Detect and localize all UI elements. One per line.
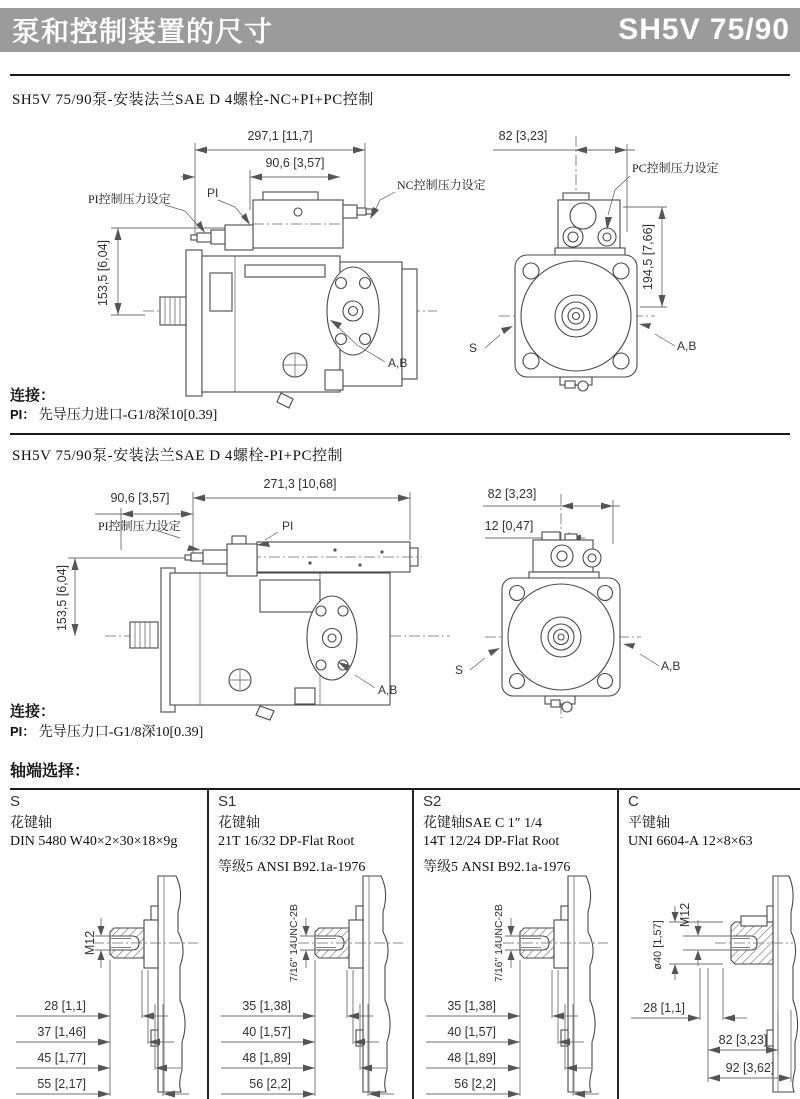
flange [767,876,798,1092]
ports-label: A,B [378,683,398,697]
thread-label: 7/16" 14UNC-2B [288,904,300,982]
pi-port-label: PI [207,186,219,200]
control-block [185,536,422,576]
diameter-label: ø40 [1,57] [652,920,664,970]
pi-port-spec: 先导压力进口-G1/8深10[0.39] [38,408,218,423]
divider [10,788,800,790]
thread-label: M12 [678,902,692,928]
shaft-s-drawing [8,870,203,1098]
dim-2: 37 [1,46] [37,1025,86,1039]
shaft-type-c: 平键轴 [628,816,670,831]
flange [349,876,390,1092]
pump-side-body [105,568,450,720]
dim-2: 40 [1,57] [447,1025,496,1039]
shaft-label: S [455,663,464,677]
shaft-code-s: S [10,793,21,810]
dim-control-length: 90,6 [3,57] [110,491,170,505]
thread-label: 7/16" 14UNC-2B [493,904,505,982]
ports-label: A,B [661,659,681,673]
control-block [191,192,372,250]
dim-1: 35 [1,38] [242,999,291,1013]
shaft-type-s2: 花键轴SAE C 1″ 1/4 [423,816,543,831]
section2-front-view-drawing [445,478,700,723]
pump-side-body [143,250,437,408]
dim-overall-length: 297,1 [11,7] [247,129,313,143]
dim-3: 48 [1,89] [242,1051,291,1065]
dim-height: 194,5 [7,66] [641,223,655,291]
dim-3: 48 [1,89] [447,1051,496,1065]
section1-front-view-drawing [455,120,800,388]
dim-width: 82 [3,23] [498,129,548,143]
shaft-spec-s: DIN 5480 W40×2×30×18×9g [10,834,178,849]
dim-control-length: 90,6 [3,57] [265,156,325,170]
dim-2: 40 [1,57] [242,1025,291,1039]
pi-setting-label: PI控制压力设定 [98,519,181,533]
shaft-type-s: 花键轴 [10,816,52,831]
shaft-label: S [469,341,478,355]
dim-height: 153,5 [6,04] [96,239,110,307]
flange [144,876,185,1092]
divider [10,74,790,76]
column-divider [412,790,414,1099]
flange [554,876,595,1092]
page-title: 泵和控制装置的尺寸 [12,16,274,47]
ports-label: A,B [677,339,697,353]
thread-label: M12 [83,930,97,956]
dim-4: 55 [2,17] [37,1077,86,1091]
section2-title: SH5V 75/90泵-安装法兰SAE D 4螺栓-PI+PC控制 [12,448,343,464]
dim-4: 56 [2,2] [454,1077,496,1091]
shaft-spec1-s1: 21T 16/32 DP-Flat Root [218,834,355,849]
dim-overall-length: 271,3 [10,68] [263,477,337,491]
dim-offset: 12 [0,47] [484,519,534,533]
shaft-c-drawing [623,870,797,1098]
dim-width: 82 [3,23] [487,487,537,501]
model-number: SH5V 75/90 [618,13,790,46]
column-divider [207,790,209,1099]
pi-port-key: PI： [10,724,36,739]
shaft-code-s2: S2 [423,793,442,810]
connection-line [10,721,203,741]
shaft-s2-drawing [418,870,613,1098]
shaft-spec2-s1: 等级5 ANSI B92.1a-1976 [218,860,366,875]
section2-side-view-drawing [55,470,460,720]
dim-2: 82 [3,23] [718,1033,768,1047]
dim-height: 153,5 [6,04] [55,564,69,632]
shaft-s1-drawing [213,870,408,1098]
section1-side-view-drawing [85,115,486,405]
pi-port-key: PI： [10,407,36,422]
connection-heading: 连接： [10,388,56,404]
connection-heading: 连接： [10,704,56,720]
connection-line [10,404,217,424]
dim-1: 28 [1,1] [643,1001,685,1015]
shaft-options-heading: 轴端选择： [10,763,91,780]
shaft-code-c: C [628,793,639,810]
dim-4: 56 [2,2] [249,1077,291,1091]
shaft-type-s1: 花键轴 [218,816,260,831]
dim-3: 45 [1,77] [37,1051,86,1065]
section1-title: SH5V 75/90泵-安装法兰SAE D 4螺栓-NC+PI+PC控制 [12,92,374,108]
divider [10,433,790,435]
dim-1: 28 [1,1] [44,999,86,1013]
dim-1: 35 [1,38] [447,999,496,1013]
pi-port-spec: 先导压力口-G1/8深10[0.39] [38,725,204,740]
column-divider [617,790,619,1099]
shaft-spec2-s2: 等级5 ANSI B92.1a-1976 [423,860,571,875]
shaft-spec1-s2: 14T 12/24 DP-Flat Root [423,834,560,849]
header-bar [0,8,800,52]
pi-port-label: PI [282,519,294,533]
pi-setting-label: PI控制压力设定 [88,192,171,206]
dim-3: 92 [3,62] [725,1061,775,1075]
ports-label: A,B [388,356,408,370]
shaft-spec-c: UNI 6604-A 12×8×63 [628,834,753,849]
nc-setting-label: NC控制压力设定 [397,178,486,192]
shaft-code-s1: S1 [218,793,237,810]
pc-setting-label: PC控制压力设定 [632,161,719,175]
